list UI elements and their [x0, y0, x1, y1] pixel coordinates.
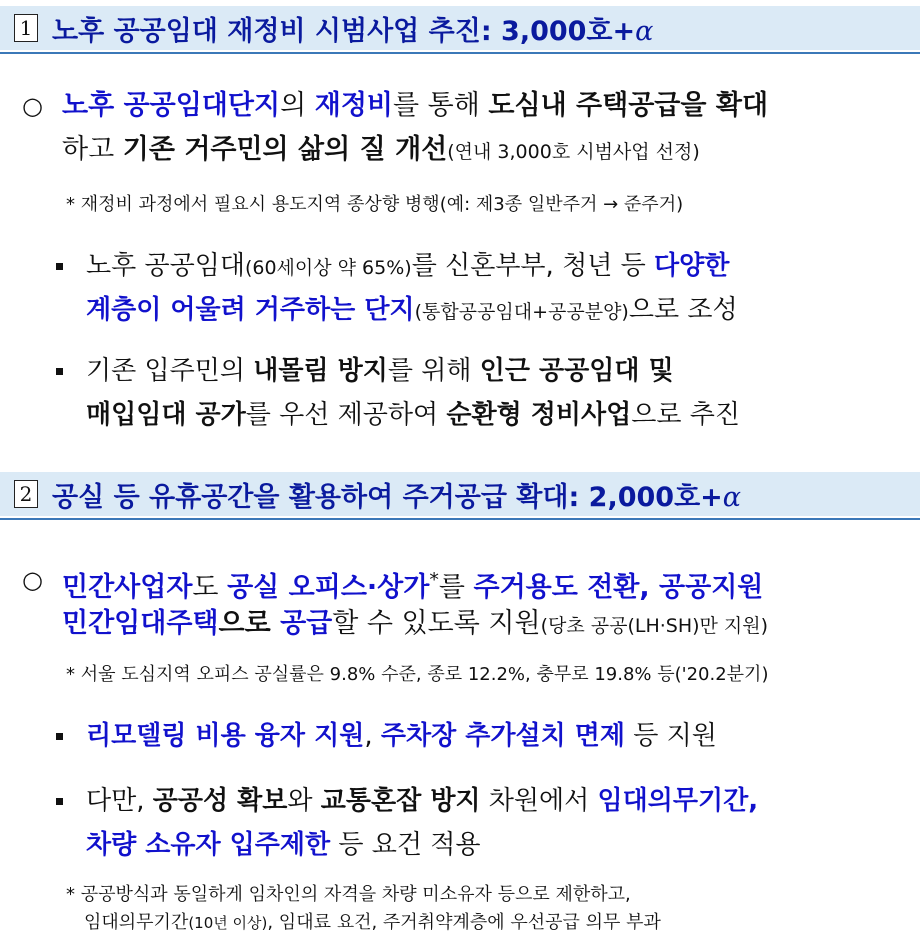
main-paragraph-line-1: 민간사업자도 공실 오피스·상가*를 주거용도 전환, 공공지원 — [62, 569, 764, 603]
footnote: * 서울 도심지역 오피스 공실률은 9.8% 수준, 종로 12.2%, 충무로 19.8% 등('20.2분기) — [66, 664, 769, 685]
section-2-header — [0, 472, 920, 516]
circle-bullet: ○ — [22, 566, 43, 594]
section-number-box: 1 — [14, 14, 38, 42]
section-underline — [0, 52, 920, 54]
section-number-box: 2 — [14, 480, 38, 508]
main-paragraph-line-1: 노후 공공임대단지의 재정비를 통해 도심내 주택공급을 확대 — [62, 90, 769, 121]
sub-item-line-2: 매입임대 공가를 우선 제공하여 순환형 정비사업으로 추진 — [86, 400, 740, 430]
section-1-header — [0, 6, 920, 50]
main-paragraph-line-2: 민간임대주택으로 공급할 수 있도록 지원(당초 공공(LH·SH)만 지원) — [62, 608, 769, 639]
sub-item-line-1: 다만, 공공성 확보와 교통혼잡 방지 차원에서 임대의무기간, — [86, 786, 759, 816]
footnote: * 재정비 과정에서 필요시 용도지역 종상향 병행(예: 제3종 일반주거 → 준주거) — [66, 194, 684, 215]
circle-bullet: ○ — [22, 92, 43, 120]
footnote-continuation: 임대의무기간(10년 이상), 임대료 요건, 주거취약계층에 우선공급 의무 부과 — [84, 912, 661, 933]
square-bullet — [56, 733, 63, 740]
sub-item-line-2: 차량 소유자 입주제한 등 요건 적용 — [86, 830, 481, 860]
sub-item-line-1: 리모델링 비용 융자 지원, 주차장 추가설치 면제 등 지원 — [86, 721, 717, 751]
footnote: * 공공방식과 동일하게 임차인의 자격을 차량 미소유자 등으로 제한하고, — [66, 884, 631, 905]
sub-item-line-1: 노후 공공임대(60세이상 약 65%)를 신혼부부, 청년 등 다양한 — [86, 251, 730, 281]
square-bullet — [56, 368, 63, 375]
section-title: 노후 공공임대 재정비 시범사업 추진: 3,000호+α — [52, 15, 654, 47]
sub-item-line-2: 계층이 어울려 거주하는 단지(통합공공임대+공공분양)으로 조성 — [86, 295, 738, 325]
square-bullet — [56, 798, 63, 805]
section-underline — [0, 518, 920, 520]
section-title: 공실 등 유휴공간을 활용하여 주거공급 확대: 2,000호+α — [52, 481, 742, 513]
square-bullet — [56, 263, 63, 270]
main-paragraph-line-2: 하고 기존 거주민의 삶의 질 개선(연내 3,000호 시범사업 선정) — [62, 134, 700, 165]
sub-item-line-1: 기존 입주민의 내몰림 방지를 위해 인근 공공임대 및 — [86, 356, 674, 386]
